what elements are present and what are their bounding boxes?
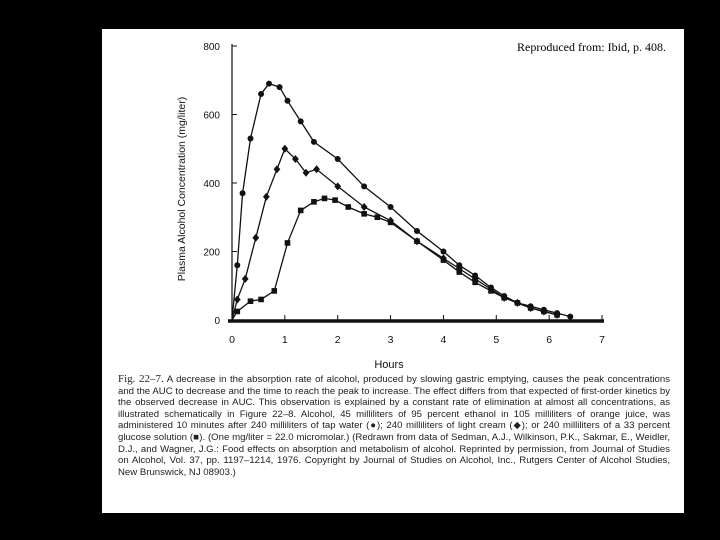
series-square	[232, 196, 560, 320]
data-point-square	[388, 220, 394, 226]
data-point-square	[414, 238, 420, 244]
data-point-circle	[240, 190, 246, 196]
data-point-square	[541, 309, 547, 315]
data-point-circle	[266, 81, 272, 87]
data-point-circle	[311, 139, 317, 145]
data-point-square	[375, 214, 381, 220]
series-circle	[232, 81, 573, 320]
credit-note: Reproduced from: Ibid, p. 408.	[517, 40, 666, 54]
series-diamond	[232, 145, 560, 320]
data-point-square	[472, 280, 478, 286]
data-point-square	[554, 312, 560, 318]
data-point-square	[298, 208, 304, 214]
data-point-square	[322, 196, 328, 202]
data-point-circle	[298, 118, 304, 124]
series-line	[232, 198, 557, 320]
x-tick-label: 5	[493, 334, 500, 346]
x-tick-label: 2	[334, 334, 341, 346]
x-tick-label: 4	[440, 334, 447, 346]
data-point-diamond	[313, 165, 320, 173]
chart-series	[232, 81, 573, 320]
x-tick-label: 7	[599, 334, 605, 346]
data-point-square	[285, 240, 291, 246]
y-axis-label: Plasma Alcohol Concentration (mg/liter)	[176, 96, 188, 282]
x-tick-label: 3	[387, 334, 394, 346]
y-tick-label: 0	[214, 316, 220, 327]
x-axis-label: Hours	[374, 359, 404, 369]
y-tick-label: 200	[203, 247, 220, 259]
figure-label: Fig. 22–7.	[118, 373, 164, 385]
data-point-circle	[258, 91, 264, 97]
data-point-square	[345, 204, 351, 210]
data-point-square	[311, 199, 317, 205]
data-point-circle	[285, 98, 291, 104]
data-point-square	[488, 288, 494, 294]
data-point-diamond	[242, 275, 249, 283]
y-tick-label: 600	[203, 110, 220, 122]
x-tick-label: 0	[229, 334, 235, 346]
data-point-diamond	[234, 295, 241, 303]
data-point-square	[515, 300, 521, 306]
data-point-circle	[440, 249, 446, 255]
y-tick-label: 400	[203, 179, 220, 190]
data-point-square	[528, 305, 534, 311]
series-line	[232, 84, 570, 320]
alcohol-concentration-chart	[102, 29, 684, 369]
data-point-circle	[388, 204, 394, 210]
data-point-circle	[361, 183, 367, 189]
data-point-diamond	[252, 234, 259, 242]
data-point-circle	[234, 262, 240, 268]
data-point-square	[361, 211, 367, 217]
data-point-square	[332, 197, 338, 203]
data-point-diamond	[274, 165, 281, 173]
data-point-diamond	[361, 203, 368, 211]
x-tick-label: 6	[546, 334, 553, 346]
data-point-diamond	[334, 182, 341, 190]
data-point-square	[258, 297, 264, 303]
caption-text: A decrease in the absorption rate of alcohol, produced by slowing gastric emptying, causes the peak concentrations and the AUC to decrease and the time to reach the peak to increase. The effect differs from that expected of first-order kinetics by the observed decrease in AUC. This observation is explained by a constant rate of elimination at almost all concentrations, as illustrated schematically in Figure 22–8. Alcohol, 45 milliliters of 95 percent ethanol in 105 milliliters of orange juice, was administered 10 minutes after 240 milliliters of tap water (●); 240 milliliters of light cream (◆); or 240 milliliters of a 33 percent glucose solution (■). (One mg/liter = 22.0 micromolar.) (Redrawn from data of Sedman, A.J., Wilkinson, P.K., Sakmar, E., Weidler, D.J., and Wagner, J.G.: Food effects on absorption and metabolism of alcohol. Reprinted by permission, from Journal of Studies on Alcohol, Vol. 37, pp. 1197–1214, 1976. Copyright by Journal of Studies on Alcohol, Inc., Rutgers Center of Alcohol Studies, New Brunswick, NJ 08903.)	[118, 374, 670, 478]
x-tick-label: 1	[281, 334, 288, 346]
data-point-square	[234, 309, 240, 315]
data-point-circle	[335, 156, 341, 162]
data-point-square	[501, 295, 507, 301]
data-point-diamond	[263, 193, 270, 201]
data-point-circle	[277, 84, 283, 90]
y-tick-label: 800	[203, 42, 220, 53]
data-point-square	[271, 288, 277, 294]
data-point-square	[248, 298, 254, 304]
figure-caption	[118, 374, 670, 478]
series-line	[232, 149, 557, 320]
data-point-square	[441, 257, 447, 263]
data-point-circle	[414, 228, 420, 234]
data-point-circle	[248, 135, 254, 141]
data-point-square	[456, 269, 462, 275]
data-point-circle	[567, 314, 573, 320]
slide-card	[102, 29, 684, 513]
